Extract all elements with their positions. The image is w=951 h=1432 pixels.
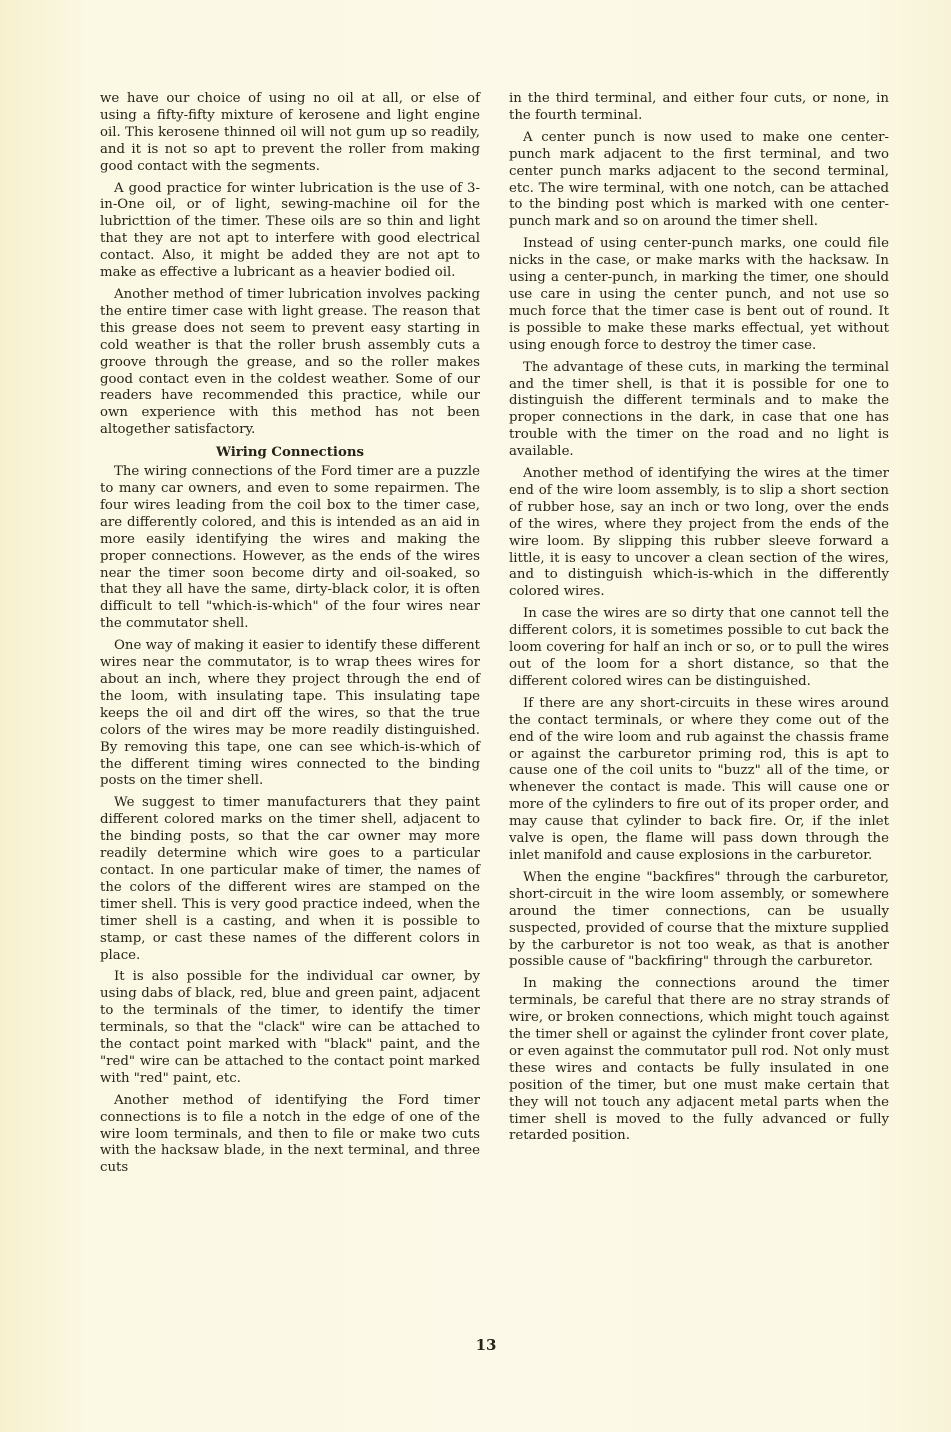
- paragraph: The wiring connections of the Ford timer are a puzzle to many car owners, and even to some repairmen. The four wires leading from the coil box to the timer case, are differently colored, and this is intended as an aid in more easily identifying the wires and making the proper connections. However, as the ends of the wires near the timer soon become dirty and oil-soaked, so that they all have the same, dirty-black color, it is often difficult to tell "which-is-which" of the four wires near the commutator shell.: [100, 464, 480, 632]
- paragraph: Another method of timer lubrication involves packing the entire timer case with light grease. The reason that this grease does not seem to prevent easy starting in cold weather is that the roller brush assembly cuts a groove through the grease, and so the roller makes good contact even in the coldest weather. Some of our readers have recommended this practice, while our own experience with this method has not been altogether satisfactory.: [100, 286, 480, 438]
- paragraph: in the third terminal, and either four cuts, or none, in the fourth terminal.: [509, 91, 889, 123]
- paragraph: A center punch is now used to make one center-punch mark adjacent to the first terminal, and two center punch marks adjacent to the second terminal, etc. The wire terminal, with one notch, can be attached to the binding post which is marked with one center-punch mark and so on around the timer shell.: [509, 129, 889, 230]
- paragraph: Another method of identifying the wires at the timer end of the wire loom assembly, is to slip a short section of rubber hose, say an inch or two long, over the ends of the wires, where they project from the ends of the wire loom. By slipping this rubber sleeve forward a little, it is easy to uncover a clean section of the wires, and to distinguish which-is-which in the differently colored wires.: [509, 466, 889, 600]
- paragraph: If there are any short-circuits in these wires around the contact terminals, or where they come out of the end of the wire loom and rub against the chassis frame or against the carburetor priming rod, this is apt to cause one of the coil units to "buzz" all of the time, or whenever the contact is made. This will cause one or more of the cylinders to fire out of its proper order, and may cause that cylinder to back fire. Or, if the inlet valve is open, the flame will pass down through the inlet manifold and cause explosions in the carburetor.: [509, 695, 889, 863]
- paragraph: A good practice for winter lubrication is the use of 3-in-One oil, or of light, sewing-machine oil for the lubricttion of the timer. These oils are so thin and light that they are not apt to interfere with good electrical contact. Also, it might be added they are not apt to make as effective a lubricant as a heavier bodied oil.: [100, 180, 480, 281]
- paragraph: Instead of using center-punch marks, one could file nicks in the case, or make marks with the hacksaw. In using a center-punch, in marking the timer, one should use care in using the center punch, and not use so much force that the timer case is bent out of round. It is possible to make these marks effectual, yet without using enough force to destroy the timer case.: [509, 236, 889, 353]
- left-column: [100, 91, 480, 1182]
- paragraph: In making the connections around the timer terminals, be careful that there are no stray strands of wire, or broken connections, which might touch against the timer shell or against the cylinder front cover plate, or even against the commutator pull rod. Not only must these wires and contacts be fully insulated in one position of the timer, but one must make certain that they will not touch any adjacent metal parts when the timer shell is moved to the fully advanced or fully retarded position.: [509, 976, 889, 1144]
- paragraph: It is also possible for the individual car owner, by using dabs of black, red, blue and green paint, adjacent to the terminals of the timer, to identify the timer terminals, so that the "clack" wire can be attached to the contact point marked with "black" paint, and the "red" wire can be attached to the contact point marked with "red" paint, etc.: [100, 969, 480, 1086]
- paragraph: In case the wires are so dirty that one cannot tell the different colors, it is sometimes possible to cut back the loom covering for half an inch or so, or to pull the wires out of the loom for a short distance, so that the different colored wires can be distinguished.: [509, 606, 889, 689]
- paragraph: The advantage of these cuts, in marking the terminal and the timer shell, is that it is possible for one to distinguish the different terminals and to make the proper connections in the dark, in case that one has trouble with the timer on the road and no light is available.: [509, 359, 889, 460]
- page-number: 13: [475, 1336, 497, 1354]
- right-column: [509, 91, 889, 1150]
- paragraph: Another method of identifying the Ford timer connections is to file a notch in the edge of one of the wire loom terminals, and then to file or make two cuts with the hacksaw blade, in the next terminal, and three cuts: [100, 1092, 480, 1176]
- paragraph: we have our choice of using no oil at all, or else of using a fifty-fifty mixture of kerosene and light engine oil. This kerosene thinned oil will not gum up so readily, and it is not so apt to prevent the roller from making good contact with the segments.: [100, 91, 480, 174]
- paragraph: When the engine "backfires" through the carburetor, short-circuit in the wire loom assembly, or somewhere around the timer connections, can be usually suspected, provided of course that the mixture supplied by the carburetor is not too weak, as that is another possible cause of "backfiring" through the carburetor.: [509, 869, 889, 970]
- paragraph: One way of making it easier to identify these different wires near the commutator, is to wrap thees wires for about an inch, where they project through the end of the loom, with insulating tape. This insulating tape keeps the oil and dirt off the wires, so that the true colors of the wires may be more readily distinguished. By removing this tape, one can see which-is-which of the different timing wires connected to the binding posts on the timer shell.: [100, 638, 480, 789]
- section-heading: Wiring Connections: [216, 445, 364, 461]
- paragraph: We suggest to timer manufacturers that they paint different colored marks on the timer shell, adjacent to the binding posts, so that the car owner may more readily determine which wire goes to a particular contact. In one particular make of timer, the names of the colors of the different wires are stamped on the timer shell. This is very good practice indeed, when the timer shell is a casting, and when it is possible to stamp, or cast these names of the different colors in place.: [100, 795, 480, 963]
